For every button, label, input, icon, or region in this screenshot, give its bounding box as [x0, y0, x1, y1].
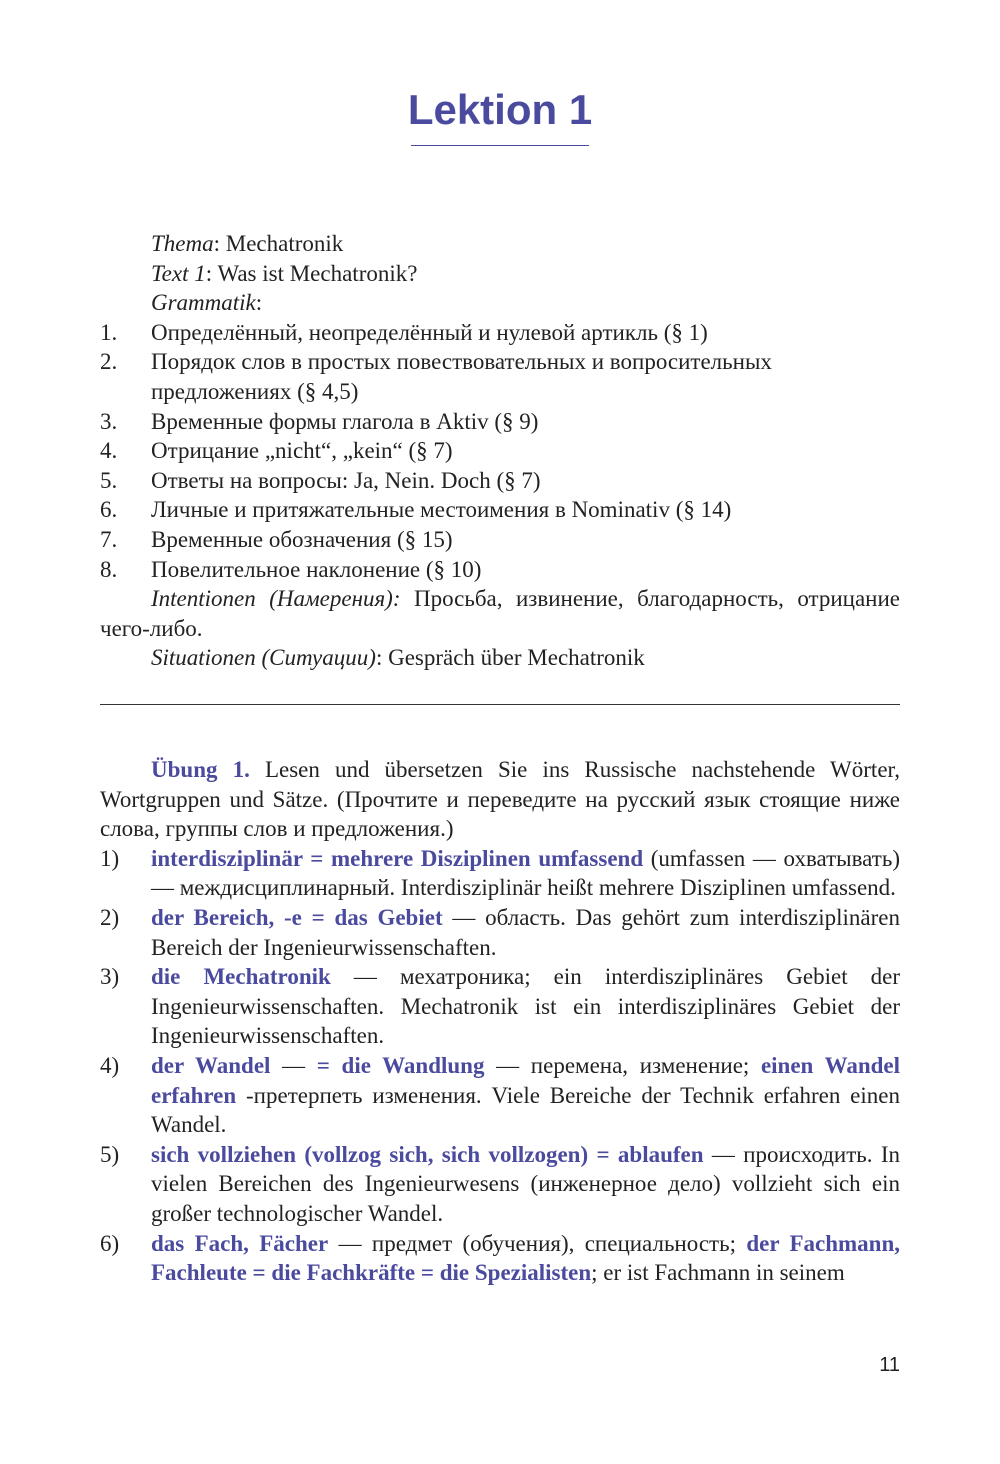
vocabulary-item-text	[151, 1229, 900, 1288]
grammar-item-text: Временные обозначения (§ 15)	[151, 526, 453, 552]
exercise-instruction-text: Lesen und übersetzen Sie ins Russische nachstehende Wörter, Wortgruppen und Sätze. (Прочтите и переведите на русский язык стоящие ниже слова, группы слов и предложения.)	[100, 757, 901, 842]
vocabulary-term: der Wandel	[151, 1052, 271, 1078]
vocabulary-explanation: ; er ist Fachmann in seinem	[591, 1260, 845, 1286]
grammar-item-number: 2.	[100, 349, 118, 375]
thema-line	[100, 229, 900, 259]
title-underline	[411, 145, 589, 146]
grammar-item-number: 6.	[100, 497, 118, 523]
vocabulary-explanation: — область. Das gehört zum interdisziplinären Bereich der Ingenieurwissenschaften.	[151, 904, 900, 960]
thema-value: : Mechatronik	[213, 231, 344, 256]
vocabulary-explanation: — перемена, изменение;	[484, 1052, 761, 1078]
grammar-item-text: Ответы на вопросы: Ja, Nein. Doch (§ 7)	[151, 467, 541, 493]
grammar-item-number: 7.	[100, 526, 118, 552]
intentionen-label: Intentionen (Намерения):	[151, 586, 401, 612]
vocabulary-explanation: — предмет (обучения), специальность;	[328, 1230, 747, 1256]
vocabulary-explanation: — происходить. In vielen Bereichen des Ingenieurwesens (инженерное дело) vollzieht sich ein großer technologischer Wandel.	[151, 1141, 900, 1226]
grammar-item	[100, 347, 900, 406]
exercise-instruction	[100, 755, 900, 844]
grammar-item-number: 5.	[100, 467, 118, 493]
grammar-item-text: Отрицание „nicht“, „kein“ (§ 7)	[151, 438, 453, 464]
grammar-item	[100, 466, 900, 496]
vocabulary-item	[100, 1229, 900, 1288]
vocabulary-term: interdisziplinär = mehrere Disziplinen umfassend	[151, 845, 644, 871]
intentionen-paragraph	[100, 584, 900, 643]
grammar-item	[100, 318, 900, 348]
vocabulary-item-number: 5)	[100, 1141, 120, 1167]
grammar-item	[100, 555, 900, 585]
vocabulary-item	[100, 1140, 900, 1229]
vocabulary-item-number: 1)	[100, 845, 120, 871]
exercise-heading: Übung 1.	[151, 757, 250, 782]
vocabulary-item-text	[151, 1051, 900, 1140]
grammar-item-number: 3.	[100, 408, 118, 434]
vocabulary-item	[100, 844, 900, 903]
vocabulary-item-number: 4)	[100, 1052, 120, 1078]
vocabulary-explanation: — мехатроника; ein interdisziplinäres Gebiet der Ingenieurwissenschaften. Mechatronik ist ein interdisziplinäres Gebiet der Ingenieurwissenschaften.	[151, 964, 901, 1049]
vocabulary-item-number: 2)	[100, 904, 120, 930]
vocabulary-term: = die Wandlung	[316, 1052, 485, 1078]
grammar-item-text: Личные и притяжательные местоимения в Nominativ (§ 14)	[151, 497, 732, 523]
grammatik-colon: :	[255, 290, 263, 316]
vocabulary-item	[100, 903, 900, 962]
text-value: : Was ist Mechatronik?	[205, 260, 418, 286]
grammar-item-text: Порядок слов в простых повествовательных и вопросительных предложениях (§ 4,5)	[151, 349, 772, 404]
situationen-label: Situationen (Ситуации)	[151, 645, 376, 671]
situationen-line	[100, 643, 900, 673]
grammar-item	[100, 436, 900, 466]
vocabulary-list	[100, 844, 900, 1288]
vocabulary-term: der Bereich, -e = das Gebiet	[151, 904, 443, 930]
vocabulary-item-text	[151, 1140, 900, 1229]
vocabulary-explanation: (umfassen — охватывать) — междисциплинарный. Interdisziplinär heißt mehrere Disziplinen umfassend.	[151, 845, 900, 901]
vocabulary-item	[100, 962, 900, 1051]
grammatik-line	[100, 288, 900, 318]
page-number: 11	[879, 1354, 900, 1376]
situationen-value: : Gespräch über Mechatronik	[375, 645, 645, 671]
grammar-item	[100, 495, 900, 525]
grammar-item	[100, 407, 900, 437]
vocabulary-term: einen Wandel erfahren	[151, 1052, 901, 1108]
text-label: Text 1	[151, 260, 206, 286]
intentionen-value: Просьба, извинение, благодарность, отрицание чего-либо.	[100, 586, 901, 641]
lesson-overview	[100, 229, 900, 673]
vocabulary-item-number: 3)	[100, 964, 120, 990]
grammar-item	[100, 525, 900, 555]
grammar-item-number: 4.	[100, 438, 118, 464]
text-line	[100, 259, 900, 289]
vocabulary-term: der Fachmann, Fachleute = die Fachkräfte = die Spezialisten	[151, 1230, 900, 1286]
vocabulary-term: sich vollziehen (vollzog sich, sich vollzogen) = ablaufen	[151, 1141, 704, 1167]
vocabulary-term: die Mechatronik	[151, 964, 331, 990]
grammar-item-text: Временные формы глагола в Aktiv (§ 9)	[151, 408, 539, 434]
grammar-item-number: 1.	[100, 319, 118, 345]
grammar-list	[100, 318, 900, 584]
exercise-1	[100, 755, 900, 1288]
grammar-item-number: 8.	[100, 556, 118, 582]
vocabulary-item	[100, 1051, 900, 1140]
vocabulary-item-number: 6)	[100, 1230, 120, 1256]
grammar-item-text: Определённый, неопределённый и нулевой артикль (§ 1)	[151, 319, 708, 345]
thema-label: Thema	[151, 231, 214, 256]
grammatik-label: Grammatik	[151, 290, 256, 316]
lesson-title: Lektion 1	[407, 86, 593, 133]
vocabulary-item-text	[151, 962, 900, 1051]
vocabulary-explanation: -претерпеть изменения. Viele Bereiche der Technik erfahren einen Wandel.	[151, 1082, 900, 1138]
vocabulary-term: das Fach, Fächer	[151, 1230, 329, 1256]
vocabulary-explanation: —	[270, 1052, 317, 1078]
grammar-item-text: Повелительное наклонение (§ 10)	[151, 556, 482, 582]
vocabulary-item-text	[151, 903, 900, 962]
vocabulary-item-text	[151, 844, 900, 903]
section-divider	[100, 704, 900, 705]
